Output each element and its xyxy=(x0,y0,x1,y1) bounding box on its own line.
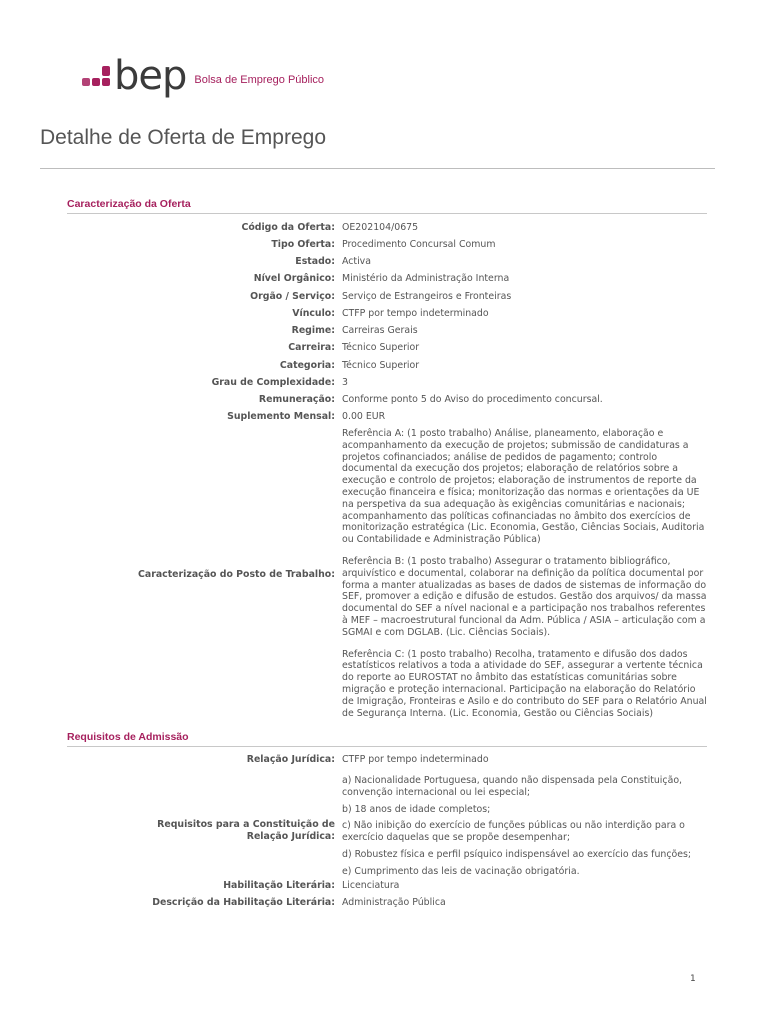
requisito-item: c) Não inibição do exercício de funções públicas ou não interdição para o exercício daquelas que se propõe desempenhar; xyxy=(342,820,685,844)
field-value: 3 xyxy=(342,377,348,388)
referencia-b-paragraph: Referência B: (1 posto trabalho) Assegurar o tratamento bibliográfico, arquivístico e documental, colaborar na definição da política documental por forma a manter atualizadas as bases de dados de sistemas de informação do SEF, promover a edição e difusão de estudos. Gestão dos arquivos/ da massa documental do SEF a nível nacional e a participação nos trabalhos referentes à MEF – macroestrutural funcional da Adm. Pública / ASIA – articulação com a SGMAI e com DGLAB. (Lic. Ciências Sociais). xyxy=(342,555,707,638)
field-value: Activa xyxy=(342,256,371,267)
requisito-item: d) Robustez física e perfil psíquico indispensável ao exercício das funções; xyxy=(342,848,692,860)
requisito-item: e) Cumprimento das leis de vacinação obrigatória. xyxy=(342,865,580,877)
field-value: Conforme ponto 5 do Aviso do procedimento concursal. xyxy=(342,394,603,405)
field-value: Procedimento Concursal Comum xyxy=(342,239,496,250)
section-caracterizacao-heading: Caracterização da Oferta xyxy=(67,198,191,210)
field-label: Suplemento Mensal: xyxy=(227,411,335,422)
field-label: Estado: xyxy=(295,256,335,267)
field-label: Remuneração: xyxy=(258,394,335,405)
field-label: Caracterização do Posto de Trabalho: xyxy=(137,569,335,580)
field-label: Código da Oferta: xyxy=(241,222,335,233)
requisito-item: a) Nacionalidade Portuguesa, quando não dispensada pela Constituição, convenção internacional ou lei especial; xyxy=(342,775,683,798)
field-label: Grau de Complexidade: xyxy=(211,377,335,388)
bep-logo xyxy=(82,53,325,99)
field-value: Carreiras Gerais xyxy=(342,325,418,336)
field-value: Técnico Superior xyxy=(342,360,420,371)
field-label-line: Requisitos para a Constituição de xyxy=(157,819,335,830)
field-value: Ministério da Administração Interna xyxy=(342,273,510,284)
logo-wordmark: bep xyxy=(114,53,187,99)
section-requisitos-heading: Requisitos de Admissão xyxy=(67,731,189,743)
field-value: CTFP por tempo indeterminado xyxy=(342,754,489,765)
field-label: Carreira: xyxy=(288,342,335,353)
field-value: Licenciatura xyxy=(342,880,400,891)
field-label: Vínculo: xyxy=(292,308,335,319)
field-label: Categoria: xyxy=(279,360,335,371)
field-value: 0.00 EUR xyxy=(342,411,386,422)
section-divider xyxy=(67,213,707,214)
field-value xyxy=(342,428,708,729)
field-label: Descrição da Habilitação Literária: xyxy=(152,897,335,908)
page-title: Detalhe de Oferta de Emprego xyxy=(40,126,327,149)
requisito-item: b) 18 anos de idade completos; xyxy=(342,803,491,815)
section-divider xyxy=(67,746,707,747)
field-value: Serviço de Estrangeiros e Fronteiras xyxy=(342,291,512,302)
logo-subtitle: Bolsa de Emprego Público xyxy=(194,74,325,86)
field-label: Orgão / Serviço: xyxy=(250,291,335,302)
field-label: Nível Orgânico: xyxy=(253,273,335,284)
field-label: Habilitação Literária: xyxy=(223,880,335,891)
title-divider xyxy=(40,168,715,169)
field-value: Técnico Superior xyxy=(342,342,420,353)
field-label: Relação Jurídica: xyxy=(246,754,335,765)
field-label: Tipo Oferta: xyxy=(271,239,335,250)
field-label-line: Relação Jurídica: xyxy=(246,830,335,842)
field-value: CTFP por tempo indeterminado xyxy=(342,308,489,319)
field-value xyxy=(342,775,708,883)
field-value: OE202104/0675 xyxy=(342,222,419,233)
field-label xyxy=(157,819,335,843)
field-value: Administração Pública xyxy=(342,897,446,908)
page-number: 1 xyxy=(690,974,696,984)
referencia-a-paragraph: Referência A: (1 posto trabalho) Análise, planeamento, elaboração e acompanhamento da execução de projetos; submissão de candidaturas a projetos cofinanciados; análise de pedidos de pagamento; controlo documental da execução dos projetos; elaboração de relatórios sobre a execução e controlo de projetos; elaboração de instrumentos de reporte da execução financeira e física; monitorização das normas e orientações da UE na perspetiva da sua adequação às exigências comunitárias e nacionais; acompanhamento das políticas cofinanciadas no âmbito dos exercícios de monitorização estratégica (Lic. Economia, Gestão, Ciências Sociais, Auditoria ou Contabilidade e Administração Pública) xyxy=(342,428,705,546)
referencia-c-paragraph: Referência C: (1 posto trabalho) Recolha, tratamento e difusão dos dados estatísticos relativos a toda a atividade do SEF, assegurar a vertente técnica do reporte ao EUROSTAT no âmbito das estatísticas comunitárias sobre migração e proteção internacional. Participação na elaboração do Relatório de Imigração, Fronteiras e Asilo e do contributo do SEF para o Relatório Anual de Segurança Interna. (Lic. Economia, Gestão ou Ciências Sociais) xyxy=(342,648,707,719)
logo-squares-icon xyxy=(82,60,116,96)
field-label: Regime: xyxy=(291,325,335,336)
